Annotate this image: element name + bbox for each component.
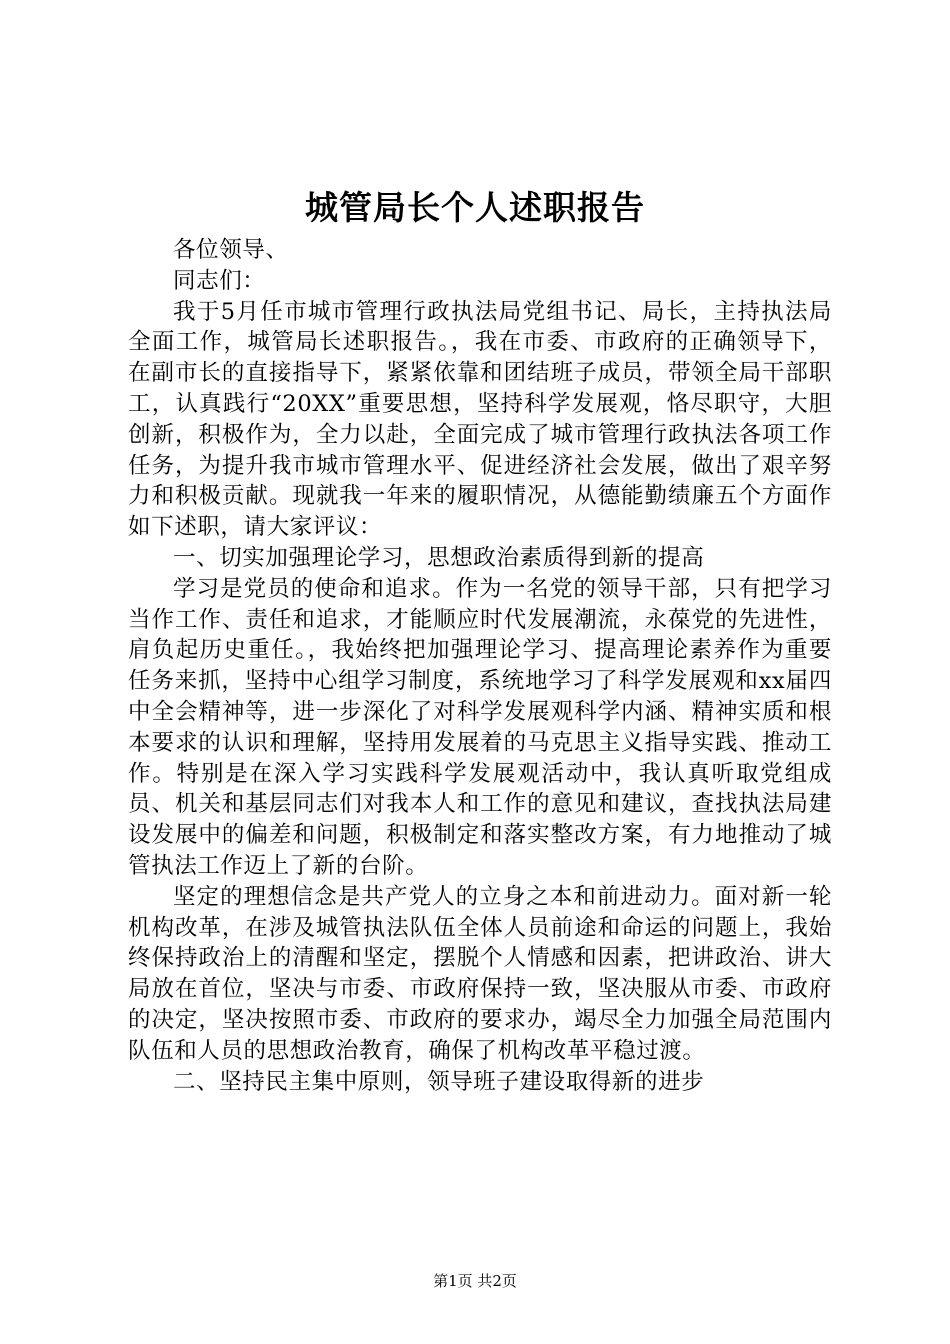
intro-paragraph: 我于5月任市城市管理行政执法局党组书记、局长，主持执法局全面工作，城管局长述职报告。，我在市委、市政府的正确领导下，在副市长的直接指导下，紧紧依靠和团结班子成员，带领全局干部职工，认真践行“20XX”重要思想，坚持科学发展观，恪尽职守，大胆创新，积极作为，全力以赴，全面完成了城市管理行政执法各项工作任务，为提升我市城市管理水平、促进经济社会发展，做出了艰辛努力和积极贡献。现就我一年来的履职情况，从德能勤绩廉五个方面作如下述职，请大家评议： <box>128 298 832 541</box>
document-body <box>128 235 832 1097</box>
section-heading-1: 一、切实加强理论学习，思想政治素质得到新的提高 <box>173 544 705 571</box>
body-paragraph: 坚定的理想信念是共产党人的立身之本和前进动力。面对新一轮机构改革，在涉及城管执法队伍全体人员前途和命运的问题上，我始终保持政治上的清醒和坚定，摆脱个人情感和因素，把讲政治、讲大局放在首位，坚决与市委、市政府保持一致，坚决服从市委、市政府的决定，坚决按照市委、市政府的要求办，竭尽全力加强全局范围内队伍和人员的思想政治教育，确保了机构改革平稳过渡。 <box>128 883 832 1064</box>
salutation-line-2: 同志们： <box>173 267 266 294</box>
page-footer: 第1页 共2页 <box>433 1272 517 1290</box>
document-title: 城管局长个人述职报告 <box>305 188 645 227</box>
body-paragraph: 学习是党员的使命和追求。作为一名党的领导干部，只有把学习当作工作、责任和追求，才能顺应时代发展潮流，永葆党的先进性，肩负起历史重任。，我始终把加强理论学习、提高理论素养作为重要任务来抓，坚持中心组学习制度，系统地学习了科学发展观和xx届四中全会精神等，进一步深化了对科学发展观科学内涵、精神实质和根本要求的认识和理解，坚持用发展着的马克思主义指导实践、推动工作。特别是在深入学习实践科学发展观活动中，我认真听取党组成员、机关和基层同志们对我本人和工作的意见和建议，查找执法局建设发展中的偏差和问题，积极制定和落实整改方案，有力地推动了城管执法工作迈上了新的台阶。 <box>128 575 832 879</box>
section-heading-2: 二、坚持民主集中原则，领导班子建设取得新的进步 <box>173 1068 705 1095</box>
salutation-line-1: 各位领导、 <box>173 237 289 263</box>
